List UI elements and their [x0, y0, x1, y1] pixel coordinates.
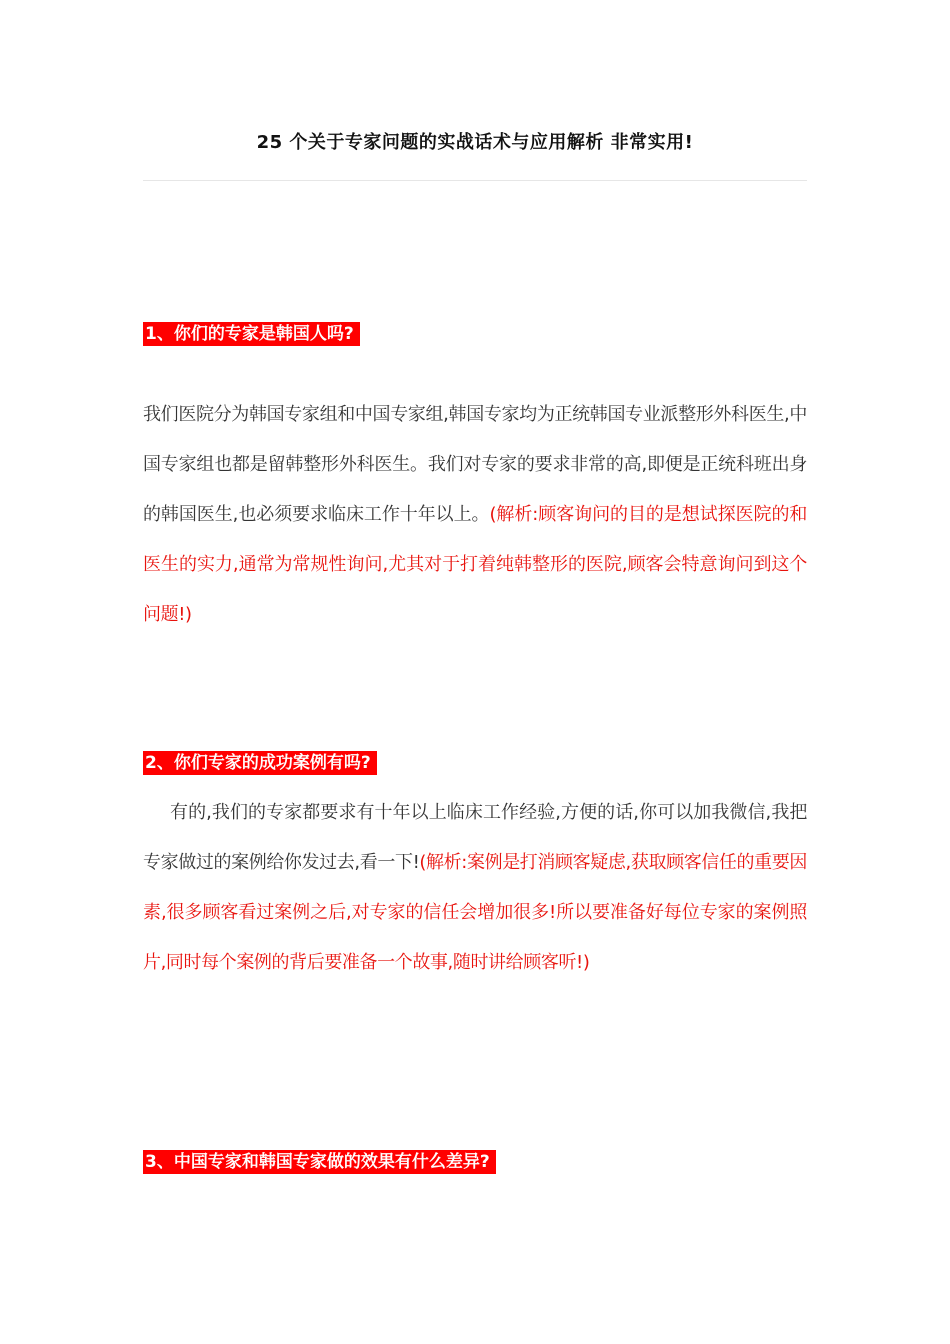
section-body-1 [143, 390, 807, 640]
section-heading-2: 2、你们专家的成功案例有吗? [143, 751, 377, 775]
section-heading-3: 3、中国专家和韩国专家做的效果有什么差异? [143, 1150, 496, 1174]
answer-text: 有的,我们的专家都要求有十年以上临床工作经验,方便的话,你可以加我微信,我把专家做过的案例给你发过去,看一下! [143, 802, 807, 873]
section-body-2 [143, 788, 807, 988]
section-heading-1: 1、你们的专家是韩国人吗? [143, 322, 360, 346]
title-divider [143, 180, 807, 181]
answer-text: 我们医院分为韩国专家组和中国专家组,韩国专家均为正统韩国专业派整形外科医生,中国专家组也都是留韩整形外科医生。我们对专家的要求非常的高,即便是正统科班出身的韩国医生,也必须要求临床工作十年以上。 [143, 404, 807, 525]
document-title: 25 个关于专家问题的实战话术与应用解析 非常实用! [256, 132, 694, 153]
analysis-note: (解析:顾客询问的目的是想试探医院的和医生的实力,通常为常规性询问,尤其对于打着纯韩整形的医院,顾客会特意询问到这个问题!) [143, 504, 807, 625]
analysis-note: (解析:案例是打消顾客疑虑,获取顾客信任的重要因素,很多顾客看过案例之后,对专家的信任会增加很多!所以要准备好每位专家的案例照片,同时每个案例的背后要准备一个故事,随时讲给顾客听!) [143, 852, 807, 973]
